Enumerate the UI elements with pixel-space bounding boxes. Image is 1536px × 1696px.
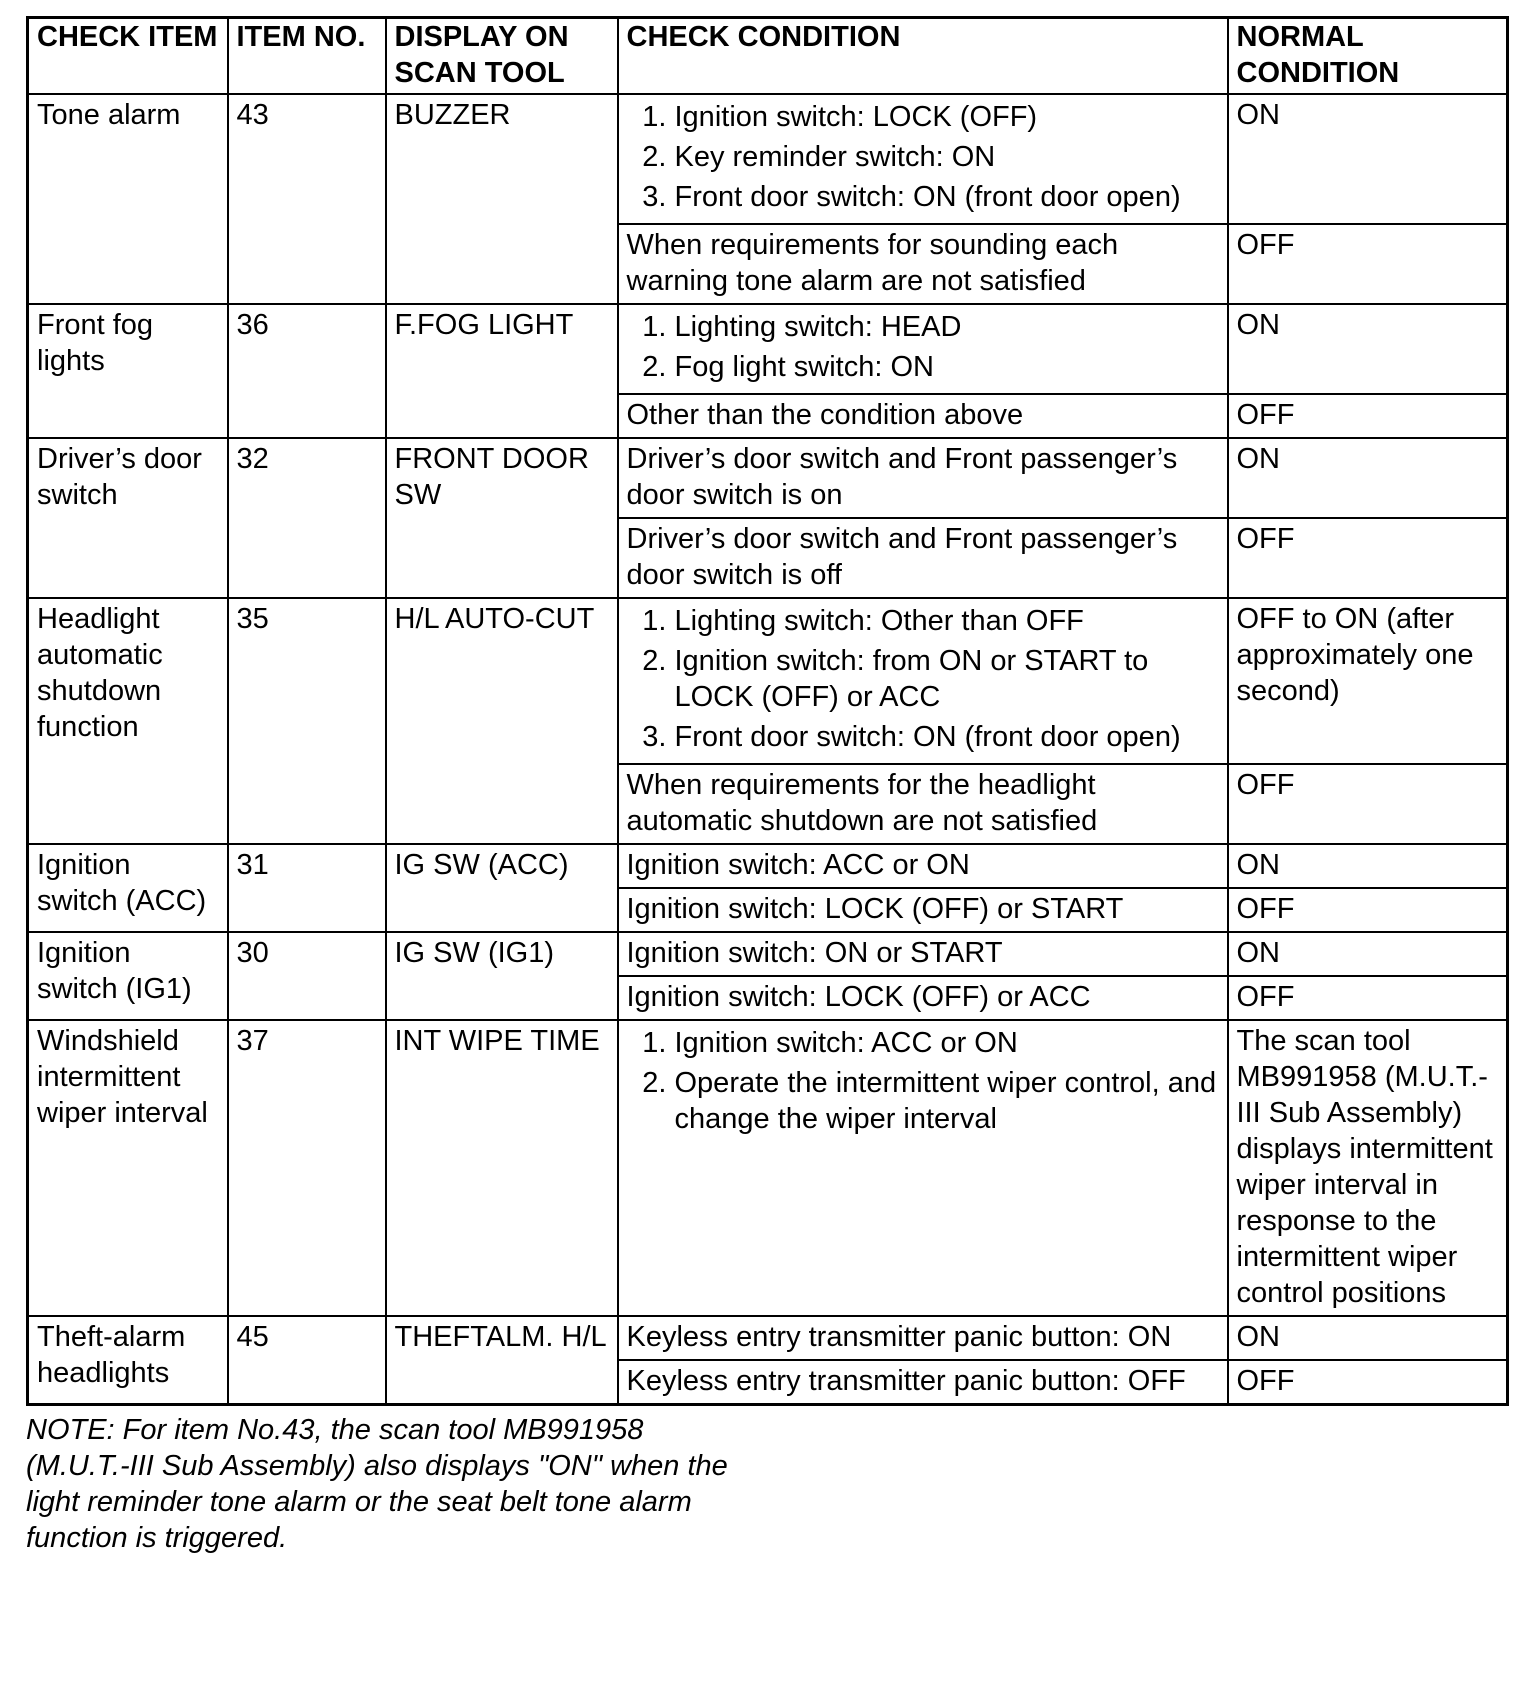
cell-item-no: 30: [228, 932, 386, 1020]
cell-check-item: Theft-alarm headlights: [28, 1316, 228, 1405]
table-row: [28, 438, 1508, 518]
cell-item-no: 36: [228, 304, 386, 438]
condition-step: 2. Key reminder switch: ON: [675, 139, 1219, 175]
condition-step: 2. Fog light switch: ON: [675, 349, 1219, 385]
table-row: [28, 1020, 1508, 1316]
cell-check-condition: Driver’s door switch and Front passenger’s door switch is off: [618, 518, 1228, 598]
cell-display: IG SW (IG1): [386, 932, 618, 1020]
cell-item-no: 43: [228, 94, 386, 304]
table-row: [28, 94, 1508, 224]
cell-normal-condition: ON: [1228, 304, 1508, 394]
cell-normal-condition: OFF: [1228, 224, 1508, 304]
cell-check-item: Ignition switch (ACC): [28, 844, 228, 932]
cell-item-no: 35: [228, 598, 386, 844]
cell-check-item: Windshield intermittent wiper interval: [28, 1020, 228, 1316]
condition-step: 3. Front door switch: ON (front door open): [675, 719, 1219, 755]
condition-steps: [627, 309, 1219, 385]
cell-check-item: Driver’s door switch: [28, 438, 228, 598]
table-row: [28, 932, 1508, 976]
table-body: [28, 94, 1508, 1405]
cell-check-condition: [618, 1020, 1228, 1316]
cell-check-condition: [618, 304, 1228, 394]
cell-check-item: Headlight automatic shutdown function: [28, 598, 228, 844]
cell-normal-condition: OFF: [1228, 394, 1508, 438]
cell-normal-condition: OFF: [1228, 888, 1508, 932]
cell-normal-condition: ON: [1228, 438, 1508, 518]
cell-display: F.FOG LIGHT: [386, 304, 618, 438]
document-sheet: [26, 16, 1506, 1556]
cell-normal-condition: OFF: [1228, 518, 1508, 598]
cell-check-condition: Keyless entry transmitter panic button: ON: [618, 1316, 1228, 1360]
cell-item-no: 31: [228, 844, 386, 932]
cell-check-condition: [618, 94, 1228, 224]
cell-check-condition: When requirements for sounding each warning tone alarm are not satisfied: [618, 224, 1228, 304]
footnote: NOTE: For item No.43, the scan tool MB991958 (M.U.T.-III Sub Assembly) also displays "ON" when the light reminder tone alarm or the seat belt tone alarm function is triggered.: [26, 1414, 728, 1554]
condition-step: 2. Operate the intermittent wiper control, and change the wiper interval: [675, 1065, 1219, 1137]
cell-check-item: Front fog lights: [28, 304, 228, 438]
cell-normal-condition: OFF to ON (after approximately one second): [1228, 598, 1508, 764]
header-normal-condition: NORMAL CONDITION: [1228, 18, 1508, 95]
cell-normal-condition: ON: [1228, 844, 1508, 888]
condition-step: 1. Ignition switch: ACC or ON: [675, 1025, 1219, 1061]
cell-normal-condition: OFF: [1228, 1360, 1508, 1405]
condition-steps: [627, 1025, 1219, 1137]
condition-steps: [627, 603, 1219, 755]
cell-normal-condition: OFF: [1228, 764, 1508, 844]
header-display: DISPLAY ON SCAN TOOL: [386, 18, 618, 95]
cell-check-condition: Ignition switch: LOCK (OFF) or ACC: [618, 976, 1228, 1020]
condition-step: 1. Lighting switch: HEAD: [675, 309, 1219, 345]
cell-normal-condition: OFF: [1228, 976, 1508, 1020]
header-item-no: ITEM NO.: [228, 18, 386, 95]
cell-check-condition: Ignition switch: ACC or ON: [618, 844, 1228, 888]
cell-item-no: 45: [228, 1316, 386, 1405]
cell-normal-condition: ON: [1228, 932, 1508, 976]
condition-steps: [627, 99, 1219, 215]
header-check-condition: CHECK CONDITION: [618, 18, 1228, 95]
table-row: [28, 304, 1508, 394]
table-row: [28, 598, 1508, 764]
cell-check-condition: Keyless entry transmitter panic button: OFF: [618, 1360, 1228, 1405]
cell-normal-condition: ON: [1228, 1316, 1508, 1360]
cell-normal-condition: The scan tool MB991958 (M.U.T.-III Sub Assembly) displays intermittent wiper interval in response to the intermittent wiper control positions: [1228, 1020, 1508, 1316]
cell-display: IG SW (ACC): [386, 844, 618, 932]
cell-display: THEFTALM. H/L: [386, 1316, 618, 1405]
cell-check-condition: Driver’s door switch and Front passenger’s door switch is on: [618, 438, 1228, 518]
cell-display: INT WIPE TIME: [386, 1020, 618, 1316]
cell-item-no: 32: [228, 438, 386, 598]
table-row: [28, 1316, 1508, 1360]
cell-check-condition: Other than the condition above: [618, 394, 1228, 438]
cell-check-condition: Ignition switch: ON or START: [618, 932, 1228, 976]
header-check-item: CHECK ITEM: [28, 18, 228, 95]
cell-check-condition: Ignition switch: LOCK (OFF) or START: [618, 888, 1228, 932]
condition-step: 2. Ignition switch: from ON or START to LOCK (OFF) or ACC: [675, 643, 1219, 715]
check-table: [26, 16, 1509, 1406]
condition-step: 1. Ignition switch: LOCK (OFF): [675, 99, 1219, 135]
cell-check-condition: When requirements for the headlight automatic shutdown are not satisfied: [618, 764, 1228, 844]
cell-normal-condition: ON: [1228, 94, 1508, 224]
condition-step: 3. Front door switch: ON (front door open): [675, 179, 1219, 215]
condition-step: 1. Lighting switch: Other than OFF: [675, 603, 1219, 639]
cell-display: H/L AUTO-CUT: [386, 598, 618, 844]
header-row: [28, 18, 1508, 95]
cell-display: FRONT DOOR SW: [386, 438, 618, 598]
cell-check-condition: [618, 598, 1228, 764]
cell-check-item: Tone alarm: [28, 94, 228, 304]
cell-display: BUZZER: [386, 94, 618, 304]
cell-check-item: Ignition switch (IG1): [28, 932, 228, 1020]
table-row: [28, 844, 1508, 888]
cell-item-no: 37: [228, 1020, 386, 1316]
